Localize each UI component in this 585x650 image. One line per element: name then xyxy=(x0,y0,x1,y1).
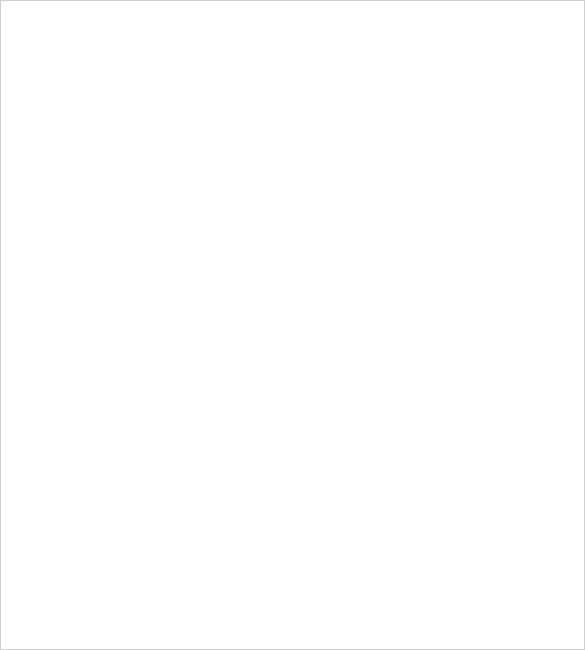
date-header xyxy=(0,0,585,240)
